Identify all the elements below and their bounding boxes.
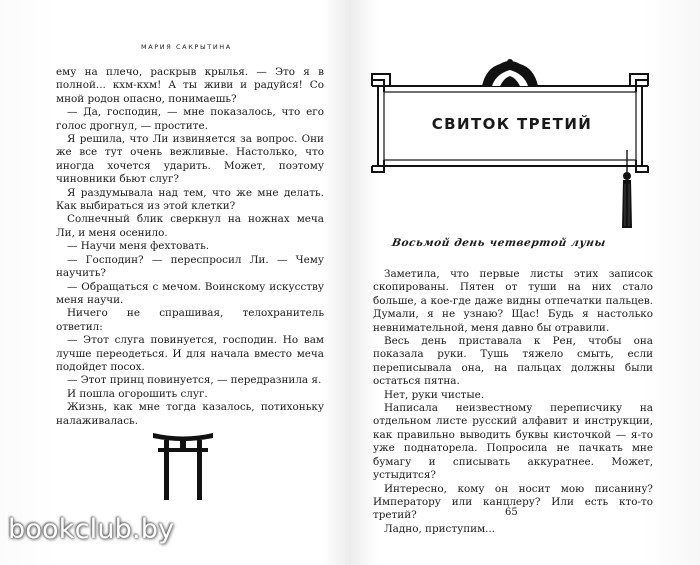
tassel-ornament-icon [617,150,637,232]
left-page-text [56,66,324,428]
paragraph: — Научи меня фехтовать. [67,240,210,253]
page-number: 65 [505,507,518,518]
right-page-text [373,268,653,536]
paragraph: — Этот слуга повинуется, господин. Но вам лучше переодеться. И для начала вместо меча подойдет посох. [56,334,324,373]
paragraph: Написала неизвестному переписчику на отдельном листе русский алфавит и инструкции, как правильно выводить буквы кисточкой — я-то уже поднаторела. Попросила не пачкать мне бумагу и списывать аккуратнее. Может, устыдится? [373,402,653,482]
paragraph: — Господин? — переспросил Ли. — Чему научить? [56,253,324,280]
paragraph: И пошла огорошить слуг. [67,387,208,400]
paragraph: Нет, руки чистые. [384,388,485,401]
torii-gate-icon [152,428,214,500]
chapter-subtitle: Восьмой день четвертой луны [390,237,607,249]
paragraph: Ничего не спрашивая, телохранитель ответил: [56,307,324,333]
paragraph: — Да, господин, — мне показалось, что его голос дрогнул, — простите. [56,106,324,132]
paragraph: ему на плечо, раскрыв крылья. — Это я в полной... кхм-кхм! А ты живи и радуйся! Со мной родон опасно, понимаешь? [56,66,324,105]
watermark: bookclub.by [8,514,175,545]
paragraph: Интересно, кому он носит мою писанину? Императору или канцлеру? Или есть кто-то третий? [373,482,653,522]
paragraph: Заметила, что первые листы этих записок скопированы. Пятен от туши на них стало больше, а кое-где даже видны отпечатки пальцев. Думали, я не узнаю? Щас! Будь я настолько невнимательной, меня давно бы отравили. [373,268,653,334]
paragraph: Я раздумывала над тем, что же мне делать. Как выбираться из этой клетки? [56,186,324,213]
paragraph: Я решила, что Ли извиняется за вопрос. Они же все тут очень вежливые. Настолько, что иногда хочется ударить. Может, поэтому чиновники бьют слуг? [56,133,324,186]
paragraph: Весь день приставала к Рен, чтобы она показала руки. Тушь тяжело смыть, если переписывала она, на пальцах должны были остаться пятна. [373,335,653,388]
chapter-title: СВИТОК ТРЕТИЙ [431,115,593,133]
paragraph: — Этот принц повинуется, — передразнила я. [67,374,322,387]
paragraph: Жизнь, как мне тогда казалось, потихоньку налаживалась. [56,401,324,427]
paragraph: Ладно, приступим... [384,522,496,535]
paragraph: Солнечный блик сверкнул на ножнах меча Ли, и меня осенило. [56,213,324,239]
paragraph: — Обращаться с мечом. Воинскому искусству меня научи. [56,280,324,306]
running-head: МАРИЯ САКРЫТИНА [141,43,232,51]
